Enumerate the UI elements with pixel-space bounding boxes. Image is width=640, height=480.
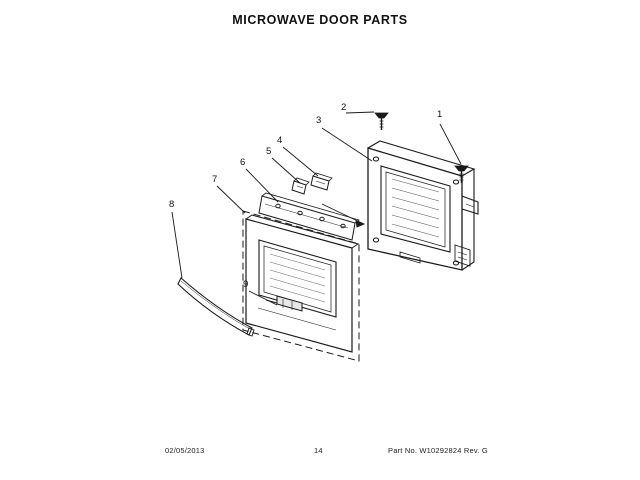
callout-9: 9: [243, 279, 249, 290]
callout-4: 4: [277, 135, 283, 146]
outer-door-panel: [243, 211, 359, 361]
callout-1: 1: [437, 109, 443, 120]
mounting-bracket-bar: [259, 193, 359, 240]
leader-lines: [172, 109, 461, 305]
inner-door-frame-assembly: [368, 141, 478, 270]
callout-7: 7: [212, 174, 218, 185]
footer-page-number: 14: [314, 446, 323, 455]
screw-item-2: [375, 113, 388, 130]
hinge-clip-item-5: [292, 178, 309, 194]
page-title: MICROWAVE DOOR PARTS: [232, 13, 408, 27]
hinge-clip-item-4: [311, 173, 332, 190]
callout-2: 2: [341, 102, 347, 113]
footer-date: 02/05/2013: [165, 446, 205, 455]
callout-5: 5: [266, 146, 272, 157]
callout-6: 6: [240, 157, 246, 168]
footer-part-number: Part No. W10292824 Rev. G: [388, 446, 488, 455]
callout-3: 3: [316, 115, 322, 126]
callout-8: 8: [169, 199, 175, 210]
